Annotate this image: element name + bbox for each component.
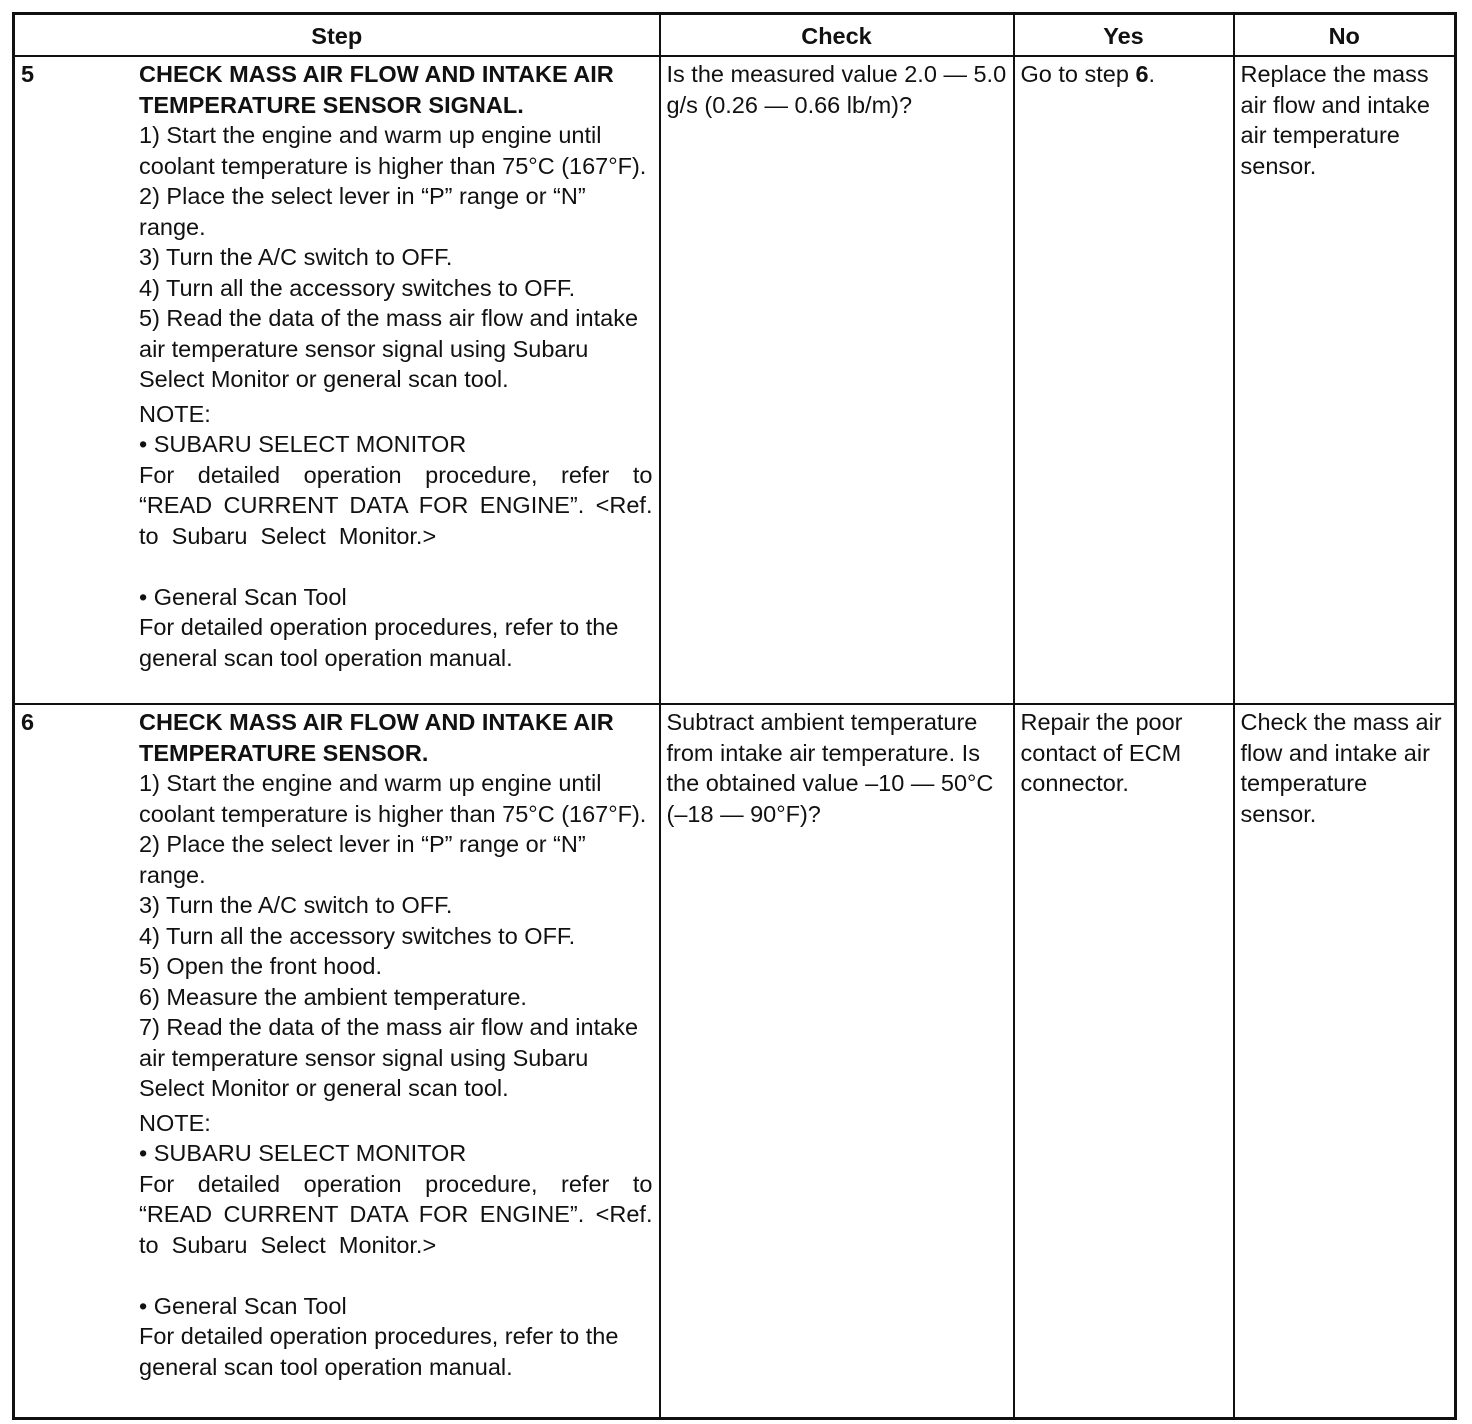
step-instruction: 2) Place the select lever in “P” range or “N” range. <box>139 831 586 888</box>
header-row <box>14 14 1456 57</box>
note-text: “READ CURRENT DATA FOR ENGINE”. <Ref. <box>139 1201 653 1227</box>
note-label: NOTE: <box>139 400 211 427</box>
step-instruction: 2) Place the select lever in “P” range or “N” range. <box>139 183 586 240</box>
note-bullet: • SUBARU SELECT MONITOR <box>139 431 467 457</box>
step-instruction: 3) Turn the A/C switch to OFF. <box>139 892 453 918</box>
step-cell <box>14 56 660 704</box>
note-text: to Subaru Select Monitor.> <box>139 522 437 549</box>
step-instruction: 5) Open the front hood. <box>139 953 382 979</box>
step-title: CHECK MASS AIR FLOW AND INTAKE AIR TEMPERATURE SENSOR. <box>139 709 614 766</box>
step-instruction: 3) Turn the A/C switch to OFF. <box>139 244 453 270</box>
yes-text-suffix: . <box>1148 61 1156 87</box>
step-title: CHECK MASS AIR FLOW AND INTAKE AIR TEMPERATURE SENSOR SIGNAL. <box>139 61 614 118</box>
header-yes: Yes <box>1014 14 1234 57</box>
note-bullet: • General Scan Tool <box>139 1292 347 1319</box>
step-number: 5 <box>21 61 35 87</box>
step-instruction: 4) Turn all the accessory switches to OFF. <box>139 274 576 301</box>
step-instruction: 1) Start the engine and warm up engine until coolant temperature is higher than 75°C (167°F). <box>139 122 647 179</box>
note-text: For detailed operation procedure, refer to <box>139 1170 653 1197</box>
note-text: For detailed operation procedures, refer to the general scan tool operation manual. <box>139 614 619 671</box>
header-step: Step <box>14 14 660 57</box>
note-bullet: • General Scan Tool <box>139 583 347 610</box>
yes-cell <box>1014 56 1234 704</box>
table-row <box>14 704 1456 1418</box>
step-number: 6 <box>21 709 35 735</box>
no-cell: Check the mass air flow and intake air temperature sensor. <box>1234 704 1456 1418</box>
yes-text: Go to step <box>1020 61 1136 87</box>
step-instruction: 7) Read the data of the mass air flow and intake air temperature sensor signal using Subaru Select Monitor or general scan tool. <box>139 1014 639 1101</box>
note-text: For detailed operation procedures, refer to the general scan tool operation manual. <box>139 1323 619 1380</box>
step-instruction: 6) Measure the ambient temperature. <box>139 983 527 1010</box>
note-text: “READ CURRENT DATA FOR ENGINE”. <Ref. <box>139 492 653 518</box>
header-no: No <box>1234 14 1456 57</box>
note-text: to Subaru Select Monitor.> <box>139 1231 437 1258</box>
diagnostic-table <box>12 12 1457 1420</box>
note-label: NOTE: <box>139 1109 211 1136</box>
no-cell: Replace the mass air flow and intake air temperature sensor. <box>1234 56 1456 704</box>
yes-cell: Repair the poor contact of ECM connector. <box>1014 704 1234 1418</box>
step-instruction: 4) Turn all the accessory switches to OFF. <box>139 922 576 949</box>
note-bullet: • SUBARU SELECT MONITOR <box>139 1140 467 1166</box>
check-cell: Subtract ambient temperature from intake air temperature. Is the obtained value –10 — 50°C (–18 — 90°F)? <box>660 704 1014 1418</box>
step-instruction: 1) Start the engine and warm up engine until coolant temperature is higher than 75°C (167°F). <box>139 770 647 827</box>
step-cell <box>14 704 660 1418</box>
note-text: For detailed operation procedure, refer to <box>139 461 653 488</box>
check-cell: Is the measured value 2.0 — 5.0 g/s (0.26 — 0.66 lb/m)? <box>660 56 1014 704</box>
table-row <box>14 56 1456 704</box>
step-instruction: 5) Read the data of the mass air flow and intake air temperature sensor signal using Subaru Select Monitor or general scan tool. <box>139 305 639 392</box>
header-check: Check <box>660 14 1014 57</box>
yes-step-number: 6 <box>1135 61 1149 87</box>
